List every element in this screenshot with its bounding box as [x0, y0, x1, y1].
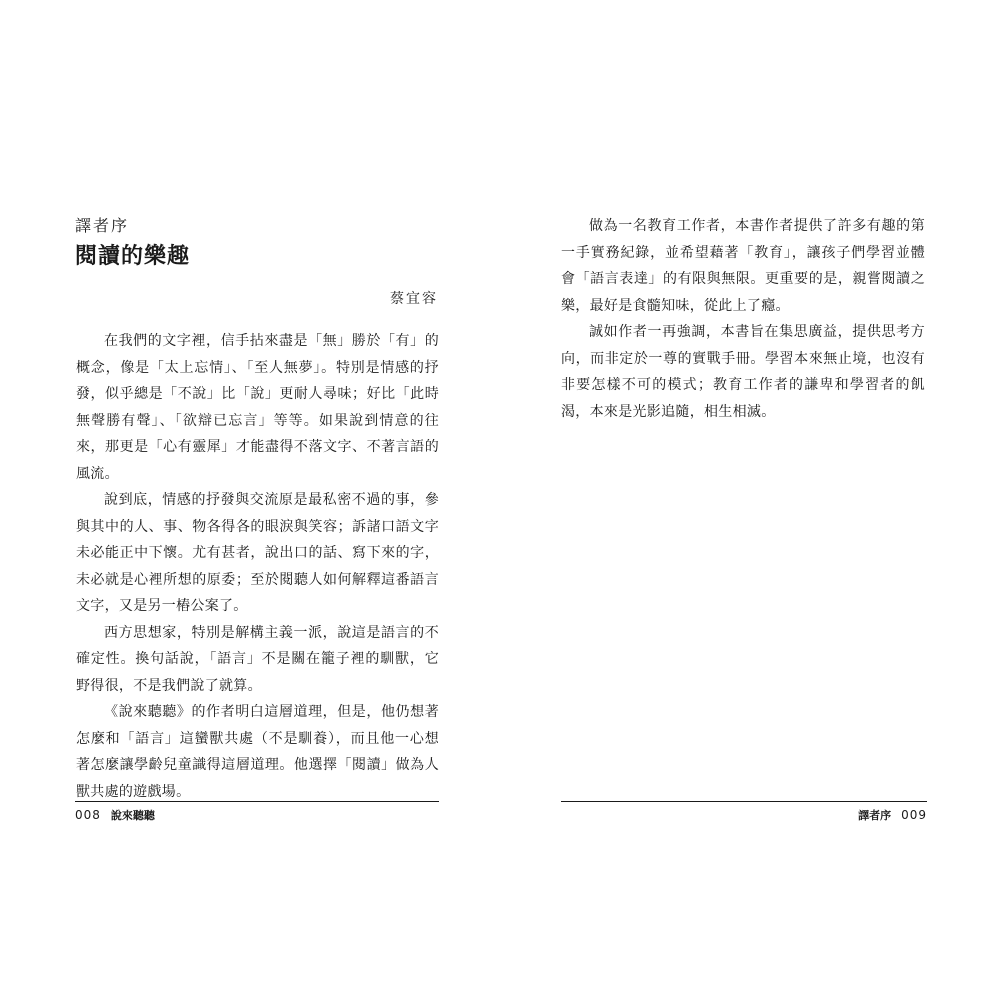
footer-divider: [561, 801, 927, 802]
book-title: 說來聽聽: [110, 809, 155, 822]
right-body-text: [561, 213, 925, 425]
footer-divider: [75, 801, 439, 802]
paragraph: 誠如作者一再強調，本書旨在集思廣益，提供思考方向，而非定於一尊的實戰手冊。學習本來無止境，也沒有非要怎樣不可的模式；教育工作者的謙卑和學習者的飢渴，本來是光影追隨，相生相滅。: [561, 324, 925, 420]
paragraph: 說到底，情感的抒發與交流原是最私密不過的事，參與其中的人、事、物各得各的眼淚與笑容；訴諸口語文字未必能正中下懷。尤有甚者，說出口的話、寫下來的字，未必就是心裡所想的原委；至於閱聽人如何解釋這番語言文字，又是另一樁公案了。: [76, 492, 439, 614]
left-body-text: [76, 328, 439, 805]
paragraph: 《說來聽聽》的作者明白這層道理，但是，他仍想著怎麼和「語言」這蠻獸共處（不是馴養），而且他一心想著怎麼讓學齡兒童識得這層道理。他選擇「閱讀」做為人獸共處的遊戲場。: [76, 704, 439, 800]
paragraph: 西方思想家，特別是解構主義一派，說這是語言的不確定性。換句話說，「語言」不是關在籠子裡的馴獸，它野得很，不是我們說了就算。: [76, 624, 439, 694]
paragraph: 在我們的文字裡，信手拈來盡是「無」勝於「有」的概念，像是「太上忘情」、「至人無夢」。特別是情感的抒發，似乎總是「不說」比「說」更耐人尋味；好比「此時無聲勝有聲」、「欲辯已忘言」等等。如果說到情意的往來，那更是「心有靈犀」才能盡得不落文字、不著言語的風流。: [76, 333, 439, 482]
running-head: 譯者序: [858, 809, 892, 822]
right-page: [500, 0, 1000, 1000]
page-number: 009: [901, 808, 927, 822]
right-footer: [858, 807, 927, 823]
left-footer: [75, 807, 155, 823]
chapter-title: 閱讀的樂趣: [75, 244, 191, 269]
author-name: 蔡宜容: [390, 291, 438, 307]
section-label: 譯者序: [75, 216, 130, 235]
paragraph: 做為一名教育工作者，本書作者提供了許多有趣的第一手實務紀錄，並希望藉著「教育」，讓孩子們學習並體會「語言表達」的有限與無限。更重要的是，親嘗閱讀之樂，最好是食髓知味，從此上了癮。: [561, 218, 925, 314]
page-number: 008: [75, 808, 101, 822]
